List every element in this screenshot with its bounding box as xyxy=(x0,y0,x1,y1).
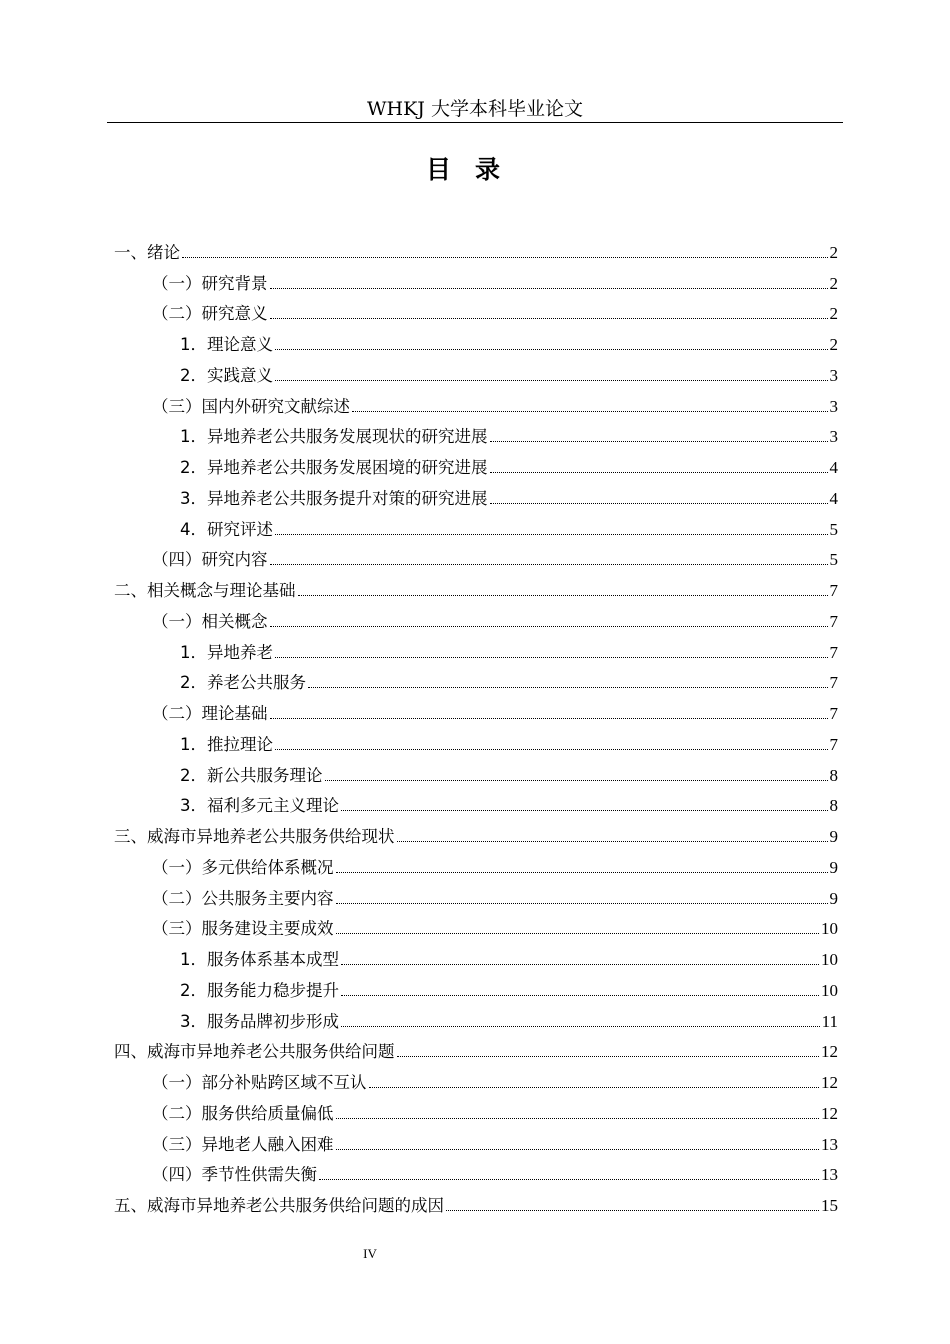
toc-entry-page: 13 xyxy=(821,1165,838,1185)
toc-entry-page: 7 xyxy=(829,734,838,754)
toc-entry-label: （三）服务建设主要成效 xyxy=(152,919,334,939)
toc-entry-label: （三）国内外研究文献综述 xyxy=(152,396,350,416)
toc-entry-label: 一、绪论 xyxy=(114,242,180,262)
toc-entry-page: 8 xyxy=(829,796,838,816)
toc-entry-page: 12 xyxy=(821,1103,838,1123)
toc-entry[interactable] xyxy=(114,451,838,482)
toc-entry-page: 8 xyxy=(829,765,838,785)
toc-entry-page: 3 xyxy=(829,396,838,416)
toc-entry-page: 7 xyxy=(829,673,838,693)
toc-entry-label: （一）相关概念 xyxy=(152,611,268,631)
toc-entry[interactable] xyxy=(114,605,838,636)
toc-entry-label: 1．推拉理论 xyxy=(180,734,273,754)
toc-dot-leader xyxy=(490,503,828,504)
toc-dot-leader xyxy=(397,1056,820,1057)
toc-entry-page: 2 xyxy=(829,335,838,354)
toc-entry-page: 4 xyxy=(829,488,838,508)
toc-entry-label: 三、威海市异地养老公共服务供给现状 xyxy=(114,827,395,846)
toc-entry-label: （四）研究内容 xyxy=(152,550,268,570)
toc-dot-leader xyxy=(397,841,828,842)
toc-entry[interactable] xyxy=(114,790,838,821)
toc-entry[interactable] xyxy=(114,1189,838,1220)
toc-dot-leader xyxy=(336,903,828,904)
toc-dot-leader xyxy=(275,380,828,381)
toc-dot-leader xyxy=(319,1179,819,1180)
toc-entry-label: 1．异地养老 xyxy=(180,642,273,662)
toc-entry[interactable] xyxy=(114,728,838,759)
toc-entry[interactable] xyxy=(114,328,838,359)
toc-dot-leader xyxy=(341,1026,820,1027)
toc-entry[interactable] xyxy=(114,482,838,513)
toc-entry-label: （一）部分补贴跨区域不互认 xyxy=(152,1073,367,1092)
toc-entry[interactable] xyxy=(114,1159,838,1190)
running-header: WHKJ 大学本科毕业论文 xyxy=(367,98,583,120)
toc-dot-leader xyxy=(490,472,828,473)
toc-entry[interactable] xyxy=(114,1066,838,1097)
toc-entry-page: 12 xyxy=(821,1073,838,1092)
toc-dot-leader xyxy=(341,810,828,811)
toc-entry-page: 2 xyxy=(829,304,838,324)
toc-entry-page: 10 xyxy=(821,919,838,939)
toc-entry-page: 7 xyxy=(829,611,838,631)
toc-entry-label: 1．理论意义 xyxy=(180,335,273,354)
toc-entry-page: 11 xyxy=(821,1011,838,1031)
toc-entry-label: 3．福利多元主义理论 xyxy=(180,796,339,816)
toc-entry-page: 13 xyxy=(821,1134,838,1154)
toc-entry[interactable] xyxy=(114,1005,838,1036)
toc-dot-leader xyxy=(490,441,828,442)
toc-entry[interactable] xyxy=(114,913,838,944)
toc-dot-leader xyxy=(336,1118,820,1119)
toc-entry[interactable] xyxy=(114,667,838,698)
toc-entry[interactable] xyxy=(114,882,838,913)
toc-dot-leader xyxy=(352,411,828,412)
toc-entry-page: 2 xyxy=(829,273,838,293)
toc-dot-leader xyxy=(336,933,820,934)
toc-entry[interactable] xyxy=(114,974,838,1005)
toc-entry[interactable] xyxy=(114,359,838,390)
toc-entry-label: 五、威海市异地养老公共服务供给问题的成因 xyxy=(114,1196,444,1215)
toc-dot-leader xyxy=(275,349,828,350)
toc-entry-label: （一）研究背景 xyxy=(152,273,268,293)
toc-entry-page: 9 xyxy=(829,857,838,877)
toc-entry-page: 3 xyxy=(829,427,838,447)
toc-dot-leader xyxy=(325,780,828,781)
toc-dot-leader xyxy=(270,318,828,319)
header-rule xyxy=(107,122,843,123)
toc-entry-page: 10 xyxy=(821,980,838,1000)
toc-dot-leader xyxy=(341,964,819,965)
toc-entry-label: 4．研究评述 xyxy=(180,519,273,539)
toc-entry-page: 9 xyxy=(829,827,838,846)
toc-dot-leader xyxy=(270,626,828,627)
toc-entry[interactable] xyxy=(114,636,838,667)
toc-entry-label: 四、威海市异地养老公共服务供给问题 xyxy=(114,1042,395,1062)
toc-entry[interactable] xyxy=(114,851,838,882)
toc-dot-leader xyxy=(270,718,828,719)
toc-dot-leader xyxy=(275,657,828,658)
toc-entry[interactable] xyxy=(114,421,838,452)
toc-entry-label: 3．异地养老公共服务提升对策的研究进展 xyxy=(180,488,488,508)
toc-entry[interactable] xyxy=(114,236,838,267)
toc-entry-page: 15 xyxy=(821,1196,838,1215)
toc-dot-leader xyxy=(369,1087,820,1088)
toc-entry-label: 1．服务体系基本成型 xyxy=(180,950,339,969)
toc-entry-label: （二）公共服务主要内容 xyxy=(152,888,334,908)
toc-entry-page: 2 xyxy=(829,242,838,262)
toc-entry-label: 1．异地养老公共服务发展现状的研究进展 xyxy=(180,427,488,447)
toc-dot-leader xyxy=(182,257,828,258)
toc-entry-label: 二、相关概念与理论基础 xyxy=(114,581,296,600)
toc-entry[interactable] xyxy=(114,390,838,421)
toc-entry-label: 2．服务能力稳步提升 xyxy=(180,980,339,1000)
toc-entry-label: 2．新公共服务理论 xyxy=(180,765,323,785)
toc-entry-page: 9 xyxy=(829,888,838,908)
toc-entry-label: （二）研究意义 xyxy=(152,304,268,324)
toc-entry[interactable] xyxy=(114,820,838,851)
toc-entry-page: 5 xyxy=(829,550,838,570)
toc-dot-leader xyxy=(446,1210,819,1211)
toc-entry-page: 4 xyxy=(829,458,838,477)
toc-dot-leader xyxy=(336,872,828,873)
toc-dot-leader xyxy=(275,534,828,535)
toc-entry[interactable] xyxy=(114,943,838,974)
toc-entry-label: （三）异地老人融入困难 xyxy=(152,1134,334,1154)
toc-entry-page: 3 xyxy=(829,365,838,385)
page-number: IV xyxy=(363,1246,377,1261)
toc-dot-leader xyxy=(270,564,828,565)
toc-entry[interactable] xyxy=(114,697,838,728)
toc-entry-label: （二）理论基础 xyxy=(152,704,268,723)
toc-entry-label: （二）服务供给质量偏低 xyxy=(152,1103,334,1123)
toc-entry[interactable] xyxy=(114,1128,838,1159)
toc-entry-label: 3．服务品牌初步形成 xyxy=(180,1011,339,1031)
toc-dot-leader xyxy=(341,995,819,996)
toc-entry-page: 12 xyxy=(821,1042,838,1062)
toc-dot-leader xyxy=(270,288,828,289)
toc-entry-page: 7 xyxy=(829,704,838,723)
toc-entry[interactable] xyxy=(114,513,838,544)
toc-entry[interactable] xyxy=(114,759,838,790)
toc-entry-page: 7 xyxy=(829,642,838,662)
toc-entry[interactable] xyxy=(114,1097,838,1128)
toc-entry[interactable] xyxy=(114,267,838,298)
toc-entry-page: 7 xyxy=(829,581,838,600)
toc-dot-leader xyxy=(336,1149,820,1150)
toc-entry-label: （一）多元供给体系概况 xyxy=(152,857,334,877)
page-title: 目录 xyxy=(425,155,524,184)
toc-entry[interactable] xyxy=(114,1036,838,1067)
toc-entry[interactable] xyxy=(114,574,838,605)
toc-entry-label: （四）季节性供需失衡 xyxy=(152,1165,317,1185)
toc-entry-label: 2．异地养老公共服务发展困境的研究进展 xyxy=(180,458,488,477)
toc-entry[interactable] xyxy=(114,544,838,575)
toc-dot-leader xyxy=(298,595,828,596)
toc-dot-leader xyxy=(275,749,828,750)
toc-entry-page: 10 xyxy=(821,950,838,969)
table-of-contents xyxy=(114,236,838,1220)
toc-entry-page: 5 xyxy=(829,519,838,539)
toc-entry[interactable] xyxy=(114,298,838,329)
toc-dot-leader xyxy=(308,687,828,688)
toc-entry-label: 2．实践意义 xyxy=(180,365,273,385)
toc-entry-label: 2．养老公共服务 xyxy=(180,673,306,693)
